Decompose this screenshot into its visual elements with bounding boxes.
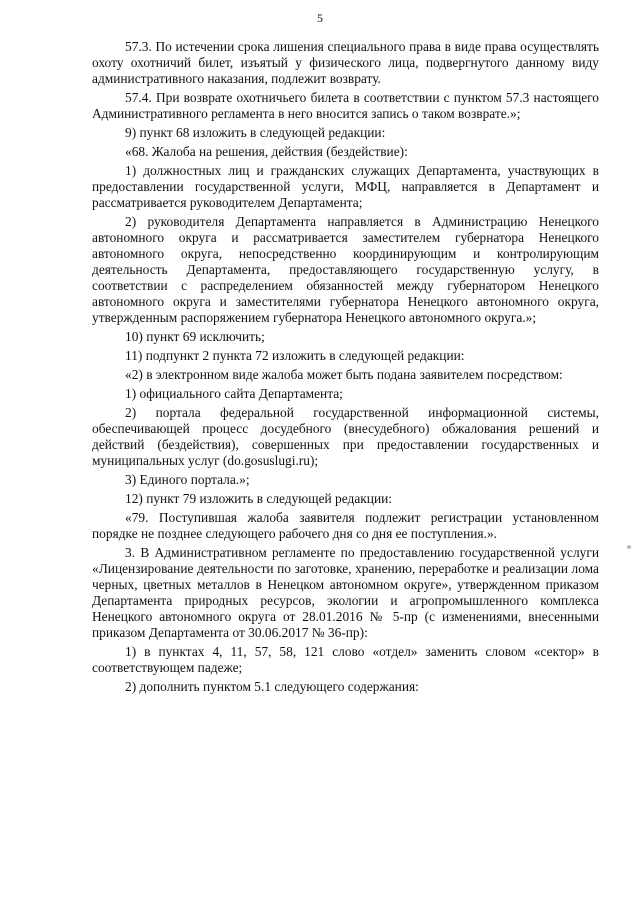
paragraph-72-option-1: 1) официального сайта Департамента;: [125, 386, 343, 401]
paragraph-68-sub-1: 1) должностных лиц и гражданских служащих Департамента, участвующих в предоставлении государственной услуги, МФЦ, направляется в Департамент и рассматривается руководителем Департамента;: [92, 163, 599, 210]
paragraph-item-9: 9) пункт 68 изложить в следующей редакции:: [125, 125, 386, 140]
scan-mark: [627, 545, 631, 549]
paragraph-section-3: 3. В Административном регламенте по предоставлению государственной услуги «Лицензирование деятельности по заготовке, хранению, переработке и реализации лома черных, цветных металлов в Ненецком автономном округе», утвержденном приказом Департамента природных ресурсов, экологии и агропромышленного комплекса Ненецкого автономного округа от 28.01.2016 № 5-пр (с изменениями, внесенными приказом Департамента от 30.06.2017 № 36-пр):: [92, 545, 599, 640]
paragraph-item-12: 12) пункт 79 изложить в следующей редакции:: [125, 491, 393, 506]
page-number: 5: [317, 11, 323, 25]
paragraph-item-11: 11) подпункт 2 пункта 72 изложить в следующей редакции:: [125, 348, 465, 363]
paragraph-72-option-2: 2) портала федеральной государственной информационной системы, обеспечивающей процесс досудебного (внесудебного) обжалования решений и действий (бездействия), совершенных при предоставлении государственных и муниципальных услуг (do.gosuslugi.ru);: [92, 405, 599, 468]
paragraph-79: «79. Поступившая жалоба заявителя подлежит регистрации установленном порядке не позднее следующего рабочего дня со дня ее поступления.».: [92, 510, 599, 541]
document-body: [92, 39, 599, 698]
paragraph-72-option-3: 3) Единого портала.»;: [125, 472, 250, 487]
paragraph-57-3: 57.3. По истечении срока лишения специального права в виде права осуществлять охоту охотничий билет, изъятый у физического лица, подвергнутого данному виду административного наказания, подлежит возврату.: [92, 39, 599, 86]
paragraph-item-10: 10) пункт 69 исключить;: [125, 329, 265, 344]
paragraph-57-4: 57.4. При возврате охотничьего билета в соответствии с пунктом 57.3 настоящего Административного регламента в него вносится запись о таком возврате.»;: [92, 90, 599, 121]
paragraph-68-sub-2: 2) руководителя Департамента направляется в Администрацию Ненецкого автономного округа и рассматривается заместителем губернатора Ненецкого автономного округа, непосредственно координирующим и контролирующим деятельность Департамента, предоставляющего государственную услугу, в соответствии с распределением обязанностей между губернатором Ненецкого автономного округа и заместителями губернатора Ненецкого автономного округа, утвержденным распоряжением губернатора Ненецкого автономного округа.»;: [92, 214, 599, 325]
paragraph-72-sub-2: «2) в электронном виде жалоба может быть подана заявителем посредством:: [125, 367, 563, 382]
paragraph-section-3-item-2: 2) дополнить пунктом 5.1 следующего содержания:: [125, 679, 419, 694]
paragraph-68-heading: «68. Жалоба на решения, действия (бездействие):: [125, 144, 408, 159]
paragraph-section-3-item-1: 1) в пунктах 4, 11, 57, 58, 121 слово «отдел» заменить словом «сектор» в соответствующем падеже;: [92, 644, 599, 675]
